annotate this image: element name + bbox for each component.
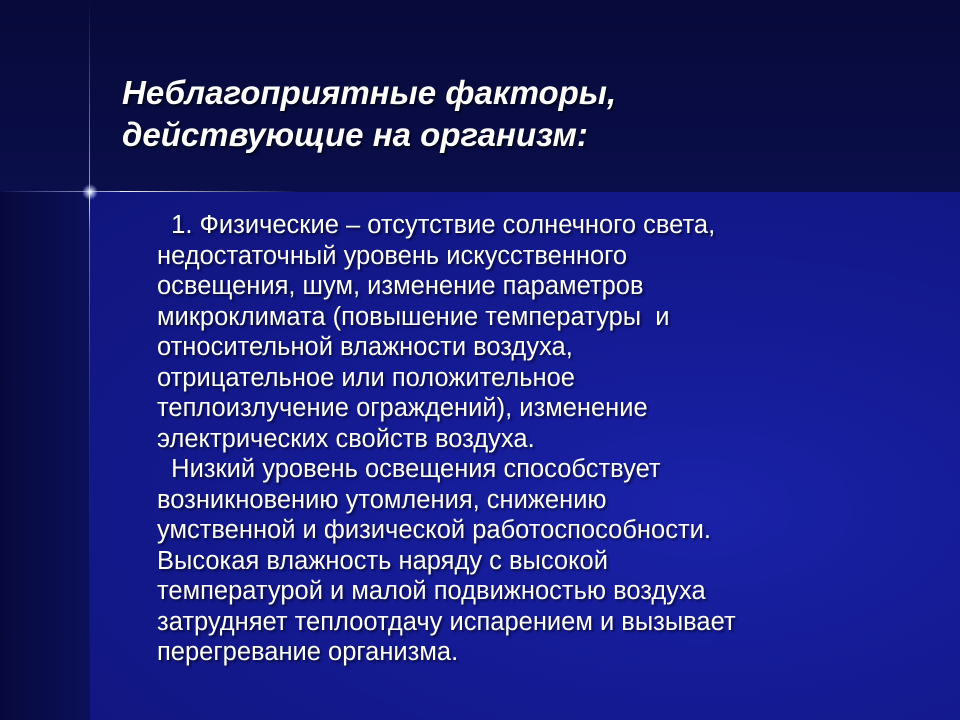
- body-text: [157, 210, 917, 668]
- body-line: умственной и физической работоспособности.: [157, 516, 711, 544]
- body-line: теплоизлучение ограждений), изменение: [157, 394, 648, 422]
- body-line: освещения, шум, изменение параметров: [157, 272, 644, 300]
- sparkle-icon: [82, 184, 98, 200]
- left-band: [0, 192, 90, 720]
- body-line: относительной влажности воздуха,: [157, 333, 573, 361]
- body-line: недостаточный уровень искусственного: [157, 241, 628, 270]
- body-line: микроклимата (повышение температуры и: [157, 302, 670, 331]
- body-line: температурой и малой подвижностью воздуха: [157, 577, 706, 605]
- body-line: Низкий уровень освещения способствует: [157, 455, 661, 483]
- body-line: Высокая влажность наряду с высокой: [157, 546, 608, 575]
- title-line: действующие на организм:: [122, 116, 588, 153]
- vertical-divider: [89, 0, 90, 720]
- horizontal-divider: [0, 191, 300, 192]
- body-line: электрических свойств воздуха.: [157, 424, 535, 453]
- title-line: Неблагоприятные факторы,: [122, 74, 617, 111]
- body-line: затрудняет теплоотдачу испарением и вызывает: [157, 607, 736, 636]
- body-line: отрицательное или положительное: [157, 363, 575, 392]
- body-line: перегревание организма.: [157, 638, 459, 666]
- body-line: возникновению утомления, снижению: [157, 485, 607, 514]
- slide-title: [122, 72, 882, 156]
- body-line: 1. Физические – отсутствие солнечного света,: [157, 211, 716, 239]
